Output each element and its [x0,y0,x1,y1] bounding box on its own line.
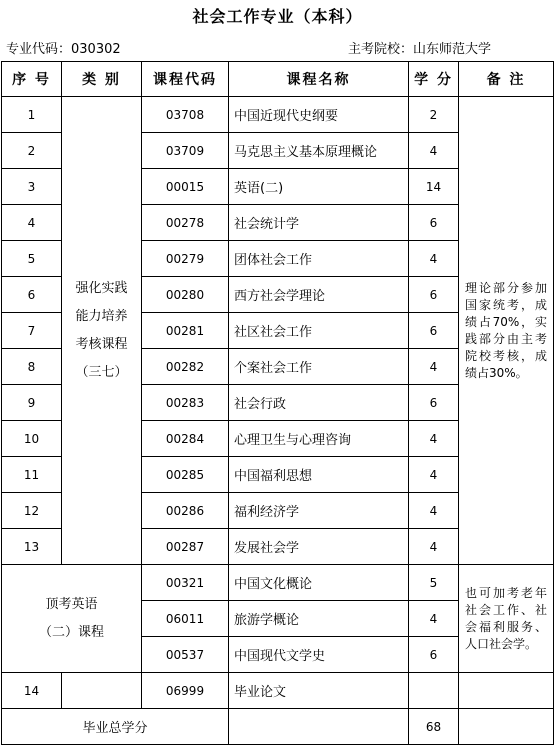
row-credit: 6 [409,313,459,349]
row-code: 00285 [142,457,229,493]
category-english [2,565,142,673]
table-row [2,565,554,601]
row-name: 中国近现代史纲要 [229,97,409,133]
note-main: 理论部分参加国家统考，成绩占70%，实践部分由主考院校考核，成绩占30%。 [465,280,547,380]
row-seq: 2 [2,133,62,169]
row-name: 毕业论文 [229,673,409,709]
row-credit: 4 [409,457,459,493]
row-seq: 3 [2,169,62,205]
row-name: 心理卫生与心理咨询 [229,421,409,457]
row-seq: 10 [2,421,62,457]
row-name: 英语(二) [229,169,409,205]
category-line: 能力培养 [75,308,128,324]
row-credit: 6 [409,277,459,313]
major-code: 专业代码：030302 [6,42,121,57]
row-credit: 4 [409,241,459,277]
row-credit: 4 [409,133,459,169]
row-seq: 6 [2,277,62,313]
row-name: 马克思主义基本原理概论 [229,133,409,169]
row-name: 中国福利思想 [229,457,409,493]
header-note: 备 注 [459,62,554,97]
row-seq: 12 [2,493,62,529]
row-name: 福利经济学 [229,493,409,529]
category-line: 强化实践 [75,280,128,296]
row-credit: 5 [409,565,459,601]
row-name: 社区社会工作 [229,313,409,349]
total-name-empty [229,709,409,745]
row-seq: 8 [2,349,62,385]
note-english: 也可加考老年社会工作、社会福利服务、人口社会学。 [465,585,547,651]
row-seq: 5 [2,241,62,277]
row-credit: 14 [409,169,459,205]
note-english-cell [459,565,554,673]
row-name: 社会统计学 [229,205,409,241]
header-code: 课程代码 [142,62,229,97]
category-line: 顶考英语 [45,596,98,612]
row-code: 00321 [142,565,229,601]
category-line: 考核课程 [75,336,128,352]
row-seq: 1 [2,97,62,133]
row-credit: 4 [409,601,459,637]
row-category-empty [62,673,142,709]
row-credit: 6 [409,385,459,421]
table-row-thesis [2,673,554,709]
row-credit: 2 [409,97,459,133]
total-label: 毕业总学分 [2,709,229,745]
row-seq: 4 [2,205,62,241]
header-category: 类 别 [62,62,142,97]
row-seq: 13 [2,529,62,565]
header-seq: 序 号 [2,62,62,97]
row-credit: 4 [409,493,459,529]
row-code: 00280 [142,277,229,313]
row-code: 00286 [142,493,229,529]
row-code: 06999 [142,673,229,709]
row-code: 06011 [142,601,229,637]
row-credit: 6 [409,637,459,673]
course-table [1,61,554,745]
row-seq: 11 [2,457,62,493]
row-code: 03708 [142,97,229,133]
category-line: （三七） [75,364,128,380]
row-name: 旅游学概论 [229,601,409,637]
row-name: 发展社会学 [229,529,409,565]
row-credit-empty [409,673,459,709]
table-row-total [2,709,554,745]
row-note-empty [459,673,554,709]
row-name: 个案社会工作 [229,349,409,385]
row-credit: 4 [409,349,459,385]
row-code: 00279 [142,241,229,277]
row-credit: 6 [409,205,459,241]
host-school: 主考院校：山东师范大学 [347,42,491,57]
category-main [62,97,142,565]
row-code: 00282 [142,349,229,385]
total-credit: 68 [409,709,459,745]
row-seq: 7 [2,313,62,349]
row-seq: 9 [2,385,62,421]
row-code: 00287 [142,529,229,565]
table-row [2,97,554,133]
row-name: 西方社会学理论 [229,277,409,313]
header-row [2,62,554,97]
row-code: 00284 [142,421,229,457]
row-credit: 4 [409,421,459,457]
row-code: 00015 [142,169,229,205]
header-name: 课程名称 [229,62,409,97]
row-seq: 14 [2,673,62,709]
row-credit: 4 [409,529,459,565]
category-line: （二）课程 [38,624,104,640]
row-code: 00278 [142,205,229,241]
row-code: 03709 [142,133,229,169]
row-code: 00537 [142,637,229,673]
page-title: 社会工作专业（本科） [192,7,363,26]
row-code: 00281 [142,313,229,349]
row-code: 00283 [142,385,229,421]
total-note-empty [459,709,554,745]
row-name: 社会行政 [229,385,409,421]
row-name: 中国文化概论 [229,565,409,601]
row-name: 团体社会工作 [229,241,409,277]
header-credit: 学 分 [409,62,459,97]
row-name: 中国现代文学史 [229,637,409,673]
note-main-cell [459,97,554,565]
